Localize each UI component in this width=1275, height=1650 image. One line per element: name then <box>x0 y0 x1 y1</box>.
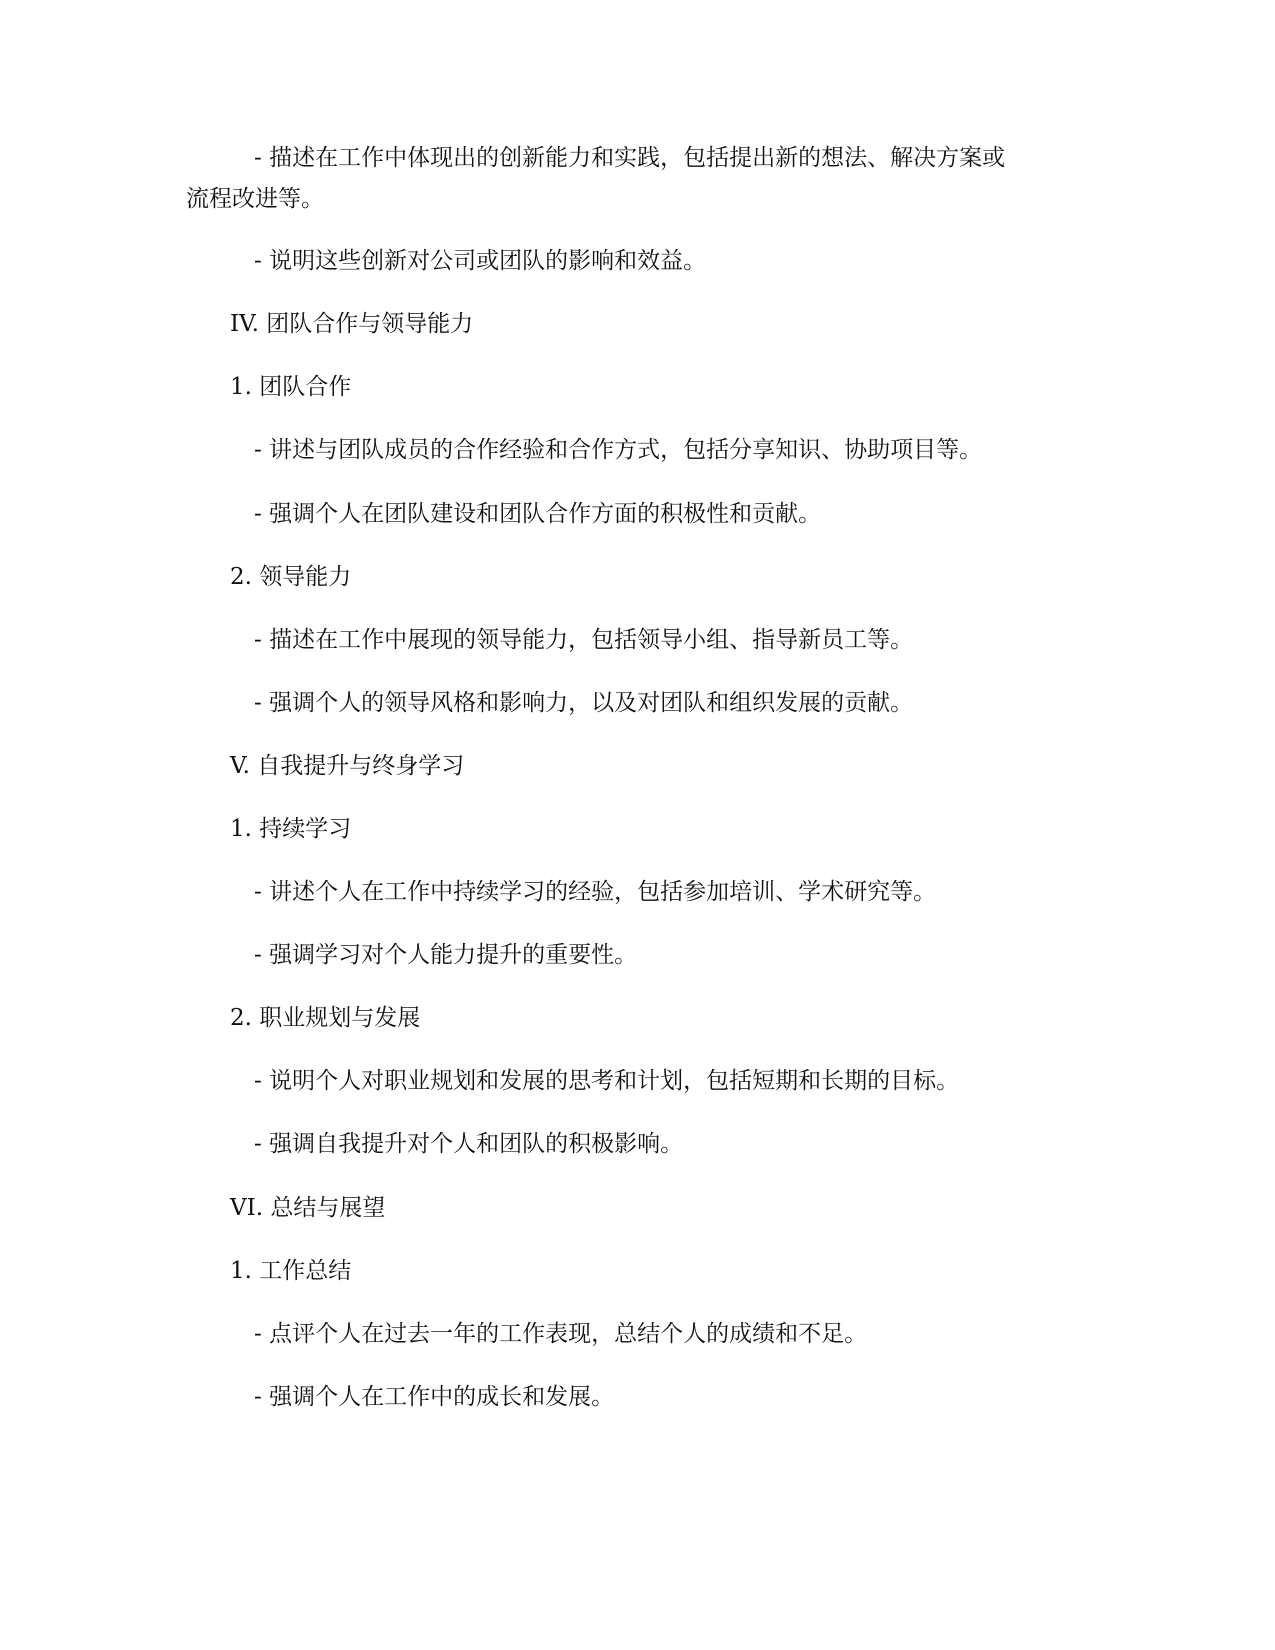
subheading-work-summary: 1. 工作总结 <box>230 1258 352 1284</box>
section-heading-teamwork-leadership: IV. 团队合作与领导能力 <box>230 311 474 337</box>
subheading-teamwork: 1. 团队合作 <box>230 374 352 400</box>
bullet-teamwork-experience: - 讲述与团队成员的合作经验和合作方式，包括分享知识、协助项目等。 <box>254 437 983 463</box>
bullet-growth-development: - 强调个人在工作中的成长和发展。 <box>254 1384 615 1410</box>
bullet-learning-importance: - 强调学习对个人能力提升的重要性。 <box>254 942 638 968</box>
bullet-self-improvement-impact: - 强调自我提升对个人和团队的积极影响。 <box>254 1131 684 1157</box>
section-heading-self-improvement: V. 自我提升与终身学习 <box>230 753 465 779</box>
bullet-leadership-style: - 强调个人的领导风格和影响力，以及对团队和组织发展的贡献。 <box>254 690 914 716</box>
paragraph-innovation-impact: - 说明这些创新对公司或团队的影响和效益。 <box>254 248 707 274</box>
subheading-leadership: 2. 领导能力 <box>230 564 352 590</box>
bullet-performance-review: - 点评个人在过去一年的工作表现，总结个人的成绩和不足。 <box>254 1321 868 1347</box>
bullet-teamwork-contribution: - 强调个人在团队建设和团队合作方面的积极性和贡献。 <box>254 501 822 527</box>
bullet-leadership-ability: - 描述在工作中展现的领导能力，包括领导小组、指导新员工等。 <box>254 627 914 653</box>
section-heading-summary-outlook: VI. 总结与展望 <box>230 1195 386 1221</box>
subheading-continuous-learning: 1. 持续学习 <box>230 816 352 842</box>
bullet-learning-experience: - 讲述个人在工作中持续学习的经验，包括参加培训、学术研究等。 <box>254 879 937 905</box>
paragraph-innovation-line1: - 描述在工作中体现出的创新能力和实践，包括提出新的想法、解决方案或 <box>254 145 1006 171</box>
bullet-career-plan: - 说明个人对职业规划和发展的思考和计划，包括短期和长期的目标。 <box>254 1068 960 1094</box>
subheading-career-planning: 2. 职业规划与发展 <box>230 1005 421 1031</box>
paragraph-innovation-line2: 流程改进等。 <box>186 186 324 212</box>
